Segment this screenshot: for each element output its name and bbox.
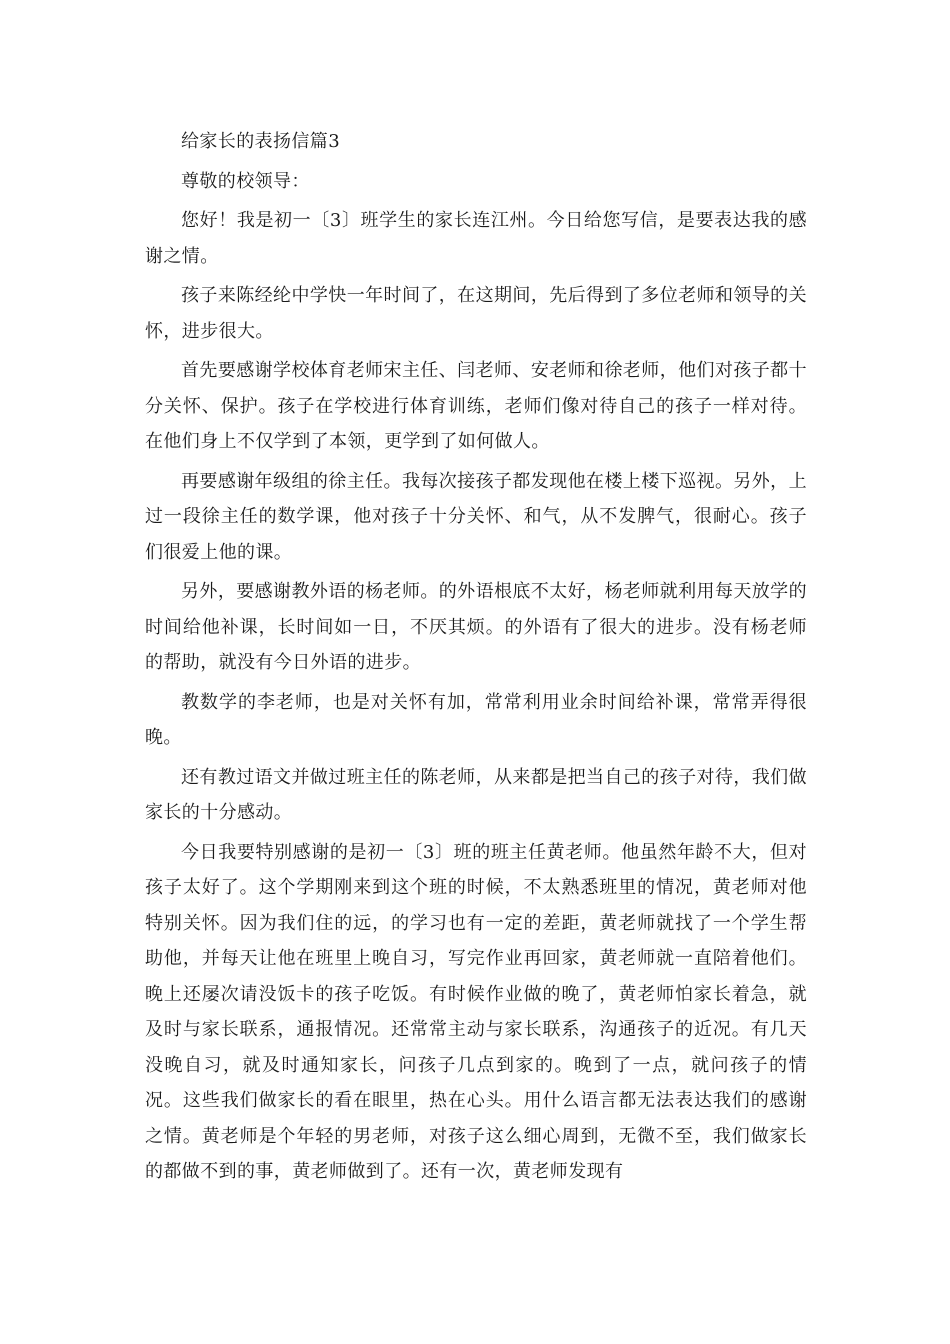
paragraph-7: 还有教过语文并做过班主任的陈老师，从来都是把当自己的孩子对待，我们做家长的十分感动。 — [145, 766, 807, 823]
paragraph-2: 孩子来陈经纶中学快一年时间了，在这期间，先后得到了多位老师和领导的关怀，进步很大。 — [145, 285, 807, 342]
letter-title: 给家长的表扬信篇3 — [181, 131, 341, 152]
paragraph-1: 您好！我是初一〔3〕班学生的家长连江州。今日给您写信，是要表达我的感谢之情。 — [145, 210, 807, 267]
paragraph-4: 再要感谢年级组的徐主任。我每次接孩子都发现他在楼上楼下巡视。另外，上过一段徐主任的数学课，他对孩子十分关怀、和气，从不发脾气，很耐心。孩子们很爱上他的课。 — [145, 470, 807, 563]
paragraph-3: 首先要感谢学校体育老师宋主任、闫老师、安老师和徐老师，他们对孩子都十分关怀、保护。孩子在学校进行体育训练，老师们像对待自己的孩子一样对待。在他们身上不仅学到了本领，更学到了如何做人。 — [145, 360, 807, 452]
paragraph-5: 另外，要感谢教外语的杨老师。的外语根底不太好，杨老师就利用每天放学的时间给他补课，长时间如一日，不厌其烦。的外语有了很大的进步。没有杨老师的帮助，就没有今日外语的进步。 — [145, 581, 807, 673]
paragraph-8: 今日我要特别感谢的是初一〔3〕班的班主任黄老师。他虽然年龄不大，但对孩子太好了。这个学期刚来到这个班的时候，不太熟悉班里的情况，黄老师对他特别关怀。因为我们住的远，的学习也有一定的差距，黄老师就找了一个学生帮助他，并每天让他在班里上晚自习，写完作业再回家，黄老师就一直陪着他们。晚上还屡次请没饭卡的孩子吃饭。有时候作业做的晚了，黄老师怕家长着急，就及时与家长联系，通报情况。还常常主动与家长联系，沟通孩子的近况。有几天没晚自习，就及时通知家长，问孩子几点到家的。晚到了一点，就问孩子的情况。这些我们做家长的看在眼里，热在心头。用什么语言都无法表达我们的感谢之情。黄老师是个年轻的男老师，对孩子这么细心周到，无微不至，我们做家长的都做不到的事，黄老师做到了。还有一次，黄老师发现有 — [145, 841, 807, 1182]
letter-body — [145, 124, 807, 1194]
letter-salutation: 尊敬的校领导： — [181, 170, 310, 192]
paragraph-6: 教数学的李老师，也是对关怀有加，常常利用业余时间给补课，常常弄得很晚。 — [145, 691, 807, 748]
